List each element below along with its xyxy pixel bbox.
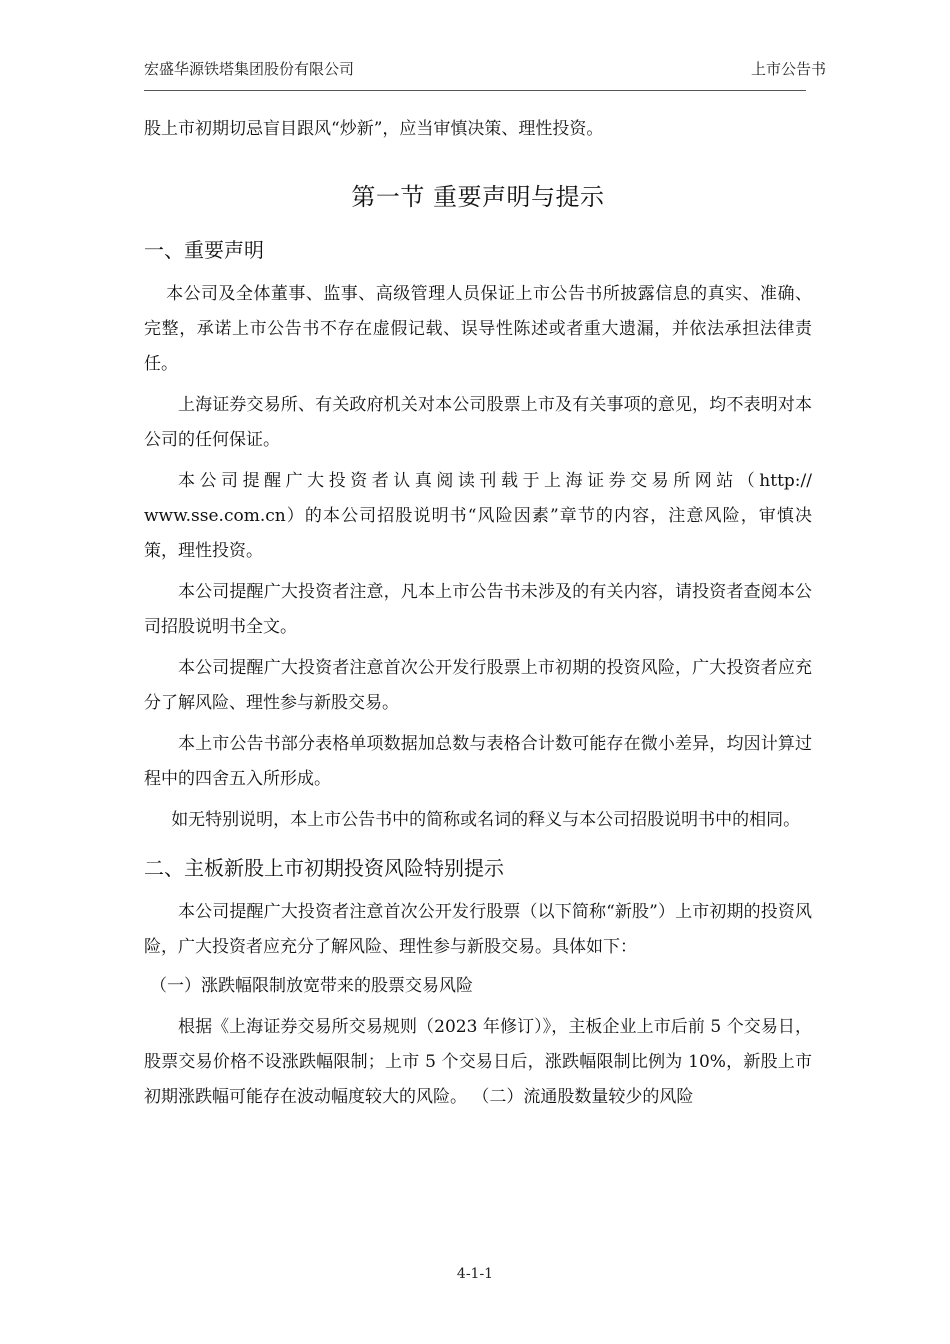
page-number: 4-1-1 (456, 1266, 494, 1282)
statement-paragraph-1: 本公司及全体董事、监事、高级管理人员保证上市公告书所披露信息的真实、准确、完整，承诺上市公告书不存在虚假记载、误导性陈述或者重大遗漏，并依法承担法律责任。 (144, 284, 812, 374)
risk-subheading-2: （二）流通股数量较少的风险 (472, 1087, 694, 1107)
statement-paragraph-2: 上海证券交易所、有关政府机关对本公司股票上市及有关事项的意见，均不表明对本公司的任何保证。 (144, 395, 812, 450)
important-statement-heading: 一、重要声明 (144, 238, 264, 262)
risk-notice-heading: 二、主板新股上市初期投资风险特别提示 (144, 856, 504, 880)
risk-paragraph-1-text: 根据《上海证券交易所交易规则（2023 年修订）》，主板企业上市后前 5 个交易日，股票交易价格不设涨跌幅限制；上市 5 个交易日后，涨跌幅限制比例为 10%，新股上市初期涨跌幅可能存在波动幅度较大的风险。 (144, 1017, 812, 1107)
header-company-name: 宏盛华源铁塔集团股份有限公司 (144, 60, 355, 78)
statement-paragraph-6: 本上市公告书部分表格单项数据加总数与表格合计数可能存在微小差异，均因计算过程中的四舍五入所形成。 (144, 734, 812, 789)
header-divider (144, 90, 806, 91)
statement-paragraph-5: 本公司提醒广大投资者注意首次公开发行股票上市初期的投资风险，广大投资者应充分了解风险、理性参与新股交易。 (144, 658, 812, 713)
risk-subheading-1: （一）涨跌幅限制放宽带来的股票交易风险 (150, 976, 473, 996)
statement-paragraph-3: 本公司提醒广大投资者认真阅读刊载于上海证券交易所网站（http:// www.sse.com.cn）的本公司招股说明书“风险因素”章节的内容，注意风险，审慎决策，理性投资。 (144, 471, 812, 561)
continued-paragraph: 股上市初期切忌盲目跟风“炒新”，应当审慎决策、理性投资。 (144, 119, 604, 139)
risk-notice-intro: 本公司提醒广大投资者注意首次公开发行股票（以下简称“新股”）上市初期的投资风险，广大投资者应充分了解风险、理性参与新股交易。具体如下： (144, 902, 812, 957)
section-title: 第一节 重要声明与提示 (351, 183, 605, 211)
statement-paragraph-7: 如无特别说明，本上市公告书中的简称或名词的释义与本公司招股说明书中的相同。 (171, 810, 801, 830)
page-body (144, 112, 812, 1121)
risk-paragraph-1 (144, 1010, 812, 1115)
header-document-type: 上市公告书 (750, 60, 826, 78)
statement-paragraph-4: 本公司提醒广大投资者注意，凡本上市公告书未涉及的有关内容，请投资者查阅本公司招股说明书全文。 (144, 582, 812, 637)
